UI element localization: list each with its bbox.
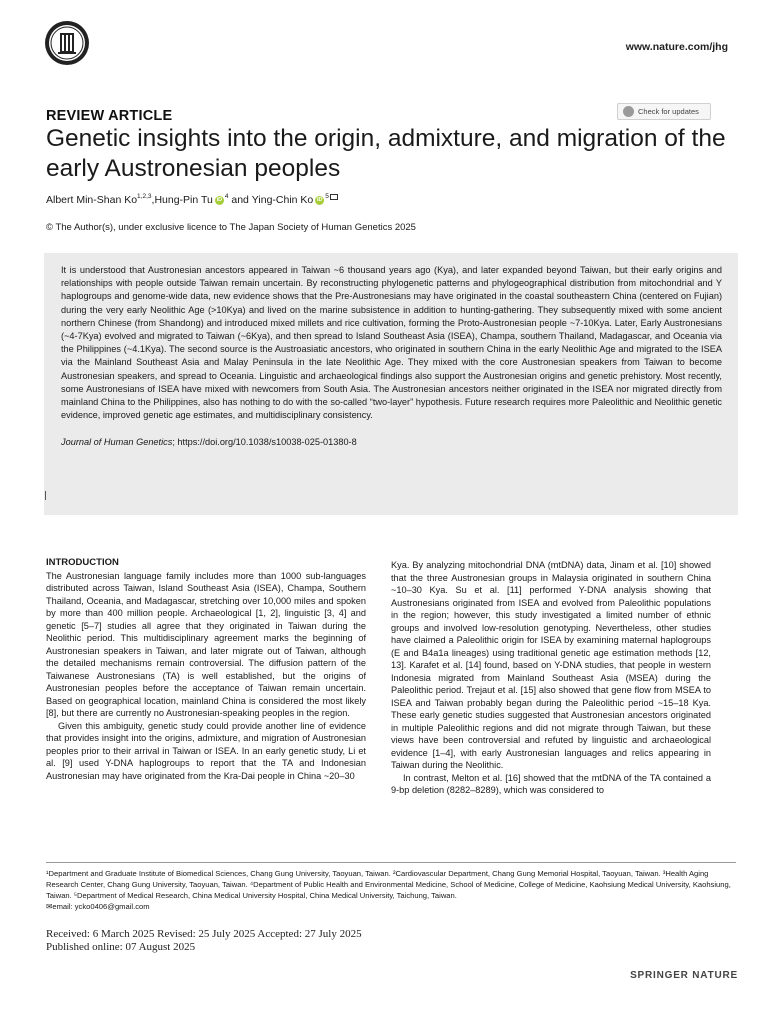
publication-dates: [46, 928, 362, 954]
body-paragraph: In contrast, Melton et al. [16] showed that the mtDNA of the TA contained a 9-bp deletion (8282–8289), which was considered to: [391, 772, 711, 795]
author-list: [46, 194, 338, 206]
author-separator: and: [228, 194, 252, 206]
check-updates-label: Check for updates: [638, 107, 699, 116]
author-name[interactable]: Hung-Pin Tu: [154, 194, 213, 206]
check-for-updates-button[interactable]: [617, 103, 711, 120]
body-paragraph: Given this ambiguity, genetic study could provide another line of evidence that provides insight into the origins, admixture, and migration of Austronesian peoples prior to their arrival in Taiwan or ISEA. In an early genetic study, Li et al. [9] used Y-DNA haplogroups to report that the TA and Indonesian Austronesian may have originated from the Kra-Dai people in China ~20–30: [46, 720, 366, 781]
abstract-box: [44, 253, 738, 515]
author-name[interactable]: Ying-Chin Ko: [251, 194, 314, 206]
body-column-left: [46, 557, 366, 782]
orcid-icon[interactable]: iD: [216, 196, 223, 203]
article-type: REVIEW ARTICLE: [46, 108, 173, 124]
email-icon[interactable]: [330, 194, 338, 200]
article-title: Genetic insights into the origin, admixture, and migration of the early Austronesian peoples: [46, 125, 726, 182]
journal-url-link[interactable]: www.nature.com/jhg: [625, 41, 728, 53]
author-name[interactable]: Albert Min-Shan Ko: [46, 194, 138, 206]
author-affiliation: 5: [325, 192, 329, 200]
journal-name: Journal of Human Genetics: [61, 437, 173, 448]
footnote-divider: [46, 862, 736, 863]
author-affiliation: 4: [224, 192, 229, 200]
body-paragraph: The Austronesian language family includes more than 1000 sub-languages distributed across Taiwan, Island Southeast Asia (ISEA), Champa, Southern Thailand, Oceania, and Madagascar, stretching over 10,000 miles and spoken by more than 400 million people. Archaeological [1, 2], linguistic [3, 4] and genetic [5–7] studies all agree that they originated in Taiwan during the Neolithic period. This multidisciplinary agreement marks the beginning of Austronesian speakers in Taiwan, and later migrate out of Taiwan, although the detailed mechanisms remain controversial. The diffusion pattern of the Taiwanese Austronesians (TA) is well established, but the origins of Austronesian peoples before the acceptance of Taiwan remain uncertain. Based on geographical location, mainland China is considered the most likely [8], but there are currently no Austronesian-speaking peoples in the region.: [46, 570, 366, 718]
publisher-logo: SPRINGER NATURE: [630, 970, 738, 981]
check-updates-icon: [623, 106, 634, 117]
citation-line: [61, 437, 722, 447]
affiliations-text: ¹Department and Graduate Institute of Biomedical Sciences, Chang Gung University, Taoyuan, Taiwan. ²Cardiovascular Department, Chang Gung Memorial Hospital, Taoyuan, Taiwan. ³Health Aging Research Center, Chang Gung University, Taoyuan, Taiwan. ⁴Department of Public Health and Environmental Medicine, School of Medicine, College of Medicine, Kaohsiung Medical University, Kaohsiung, Taiwan. ⁵Department of Medical Research, China Medical University Hospital, China Medical University, Taichung, Taiwan.: [46, 869, 731, 900]
email-link[interactable]: ✉email: ycko0406@gmail.com: [46, 902, 150, 911]
body-column-right: [391, 559, 711, 797]
abstract-text: It is understood that Austronesian ancestors appeared in Taiwan ~6 thousand years ago (Kya), and later expanded beyond Taiwan, but their early origins and relationships with people outside Taiwan remain uncertain. By reconstructing phylogenetic patterns and phylogeographical distribution from mitochondrial and Y haplogroups and genome-wide data, new evidence shows that the Pre-Austronesians may have originated in the coastal southeastern China (centered on Fujian) during the very early Neolithic Age (>10Kya) and lived on the marine subsistence in addition to hunting-gathering. They subsequently mixed with some ancient northern Chinese (from Shandong) and introduced mixed millets and rice cultivation, forming the Proto-Austronesian people ~7-10Kya. Later, Early Austronesians (~4-7Kya) evolved and migrated to Taiwan (~6Kya), and then spread to Island Southeast Asia (ISEA), Champa, southern Thailand, Madagascar, and Oceania via the Philippines (~4.1Kya). The second source is the Austroasiatic ancestors, who originated in southern China in the early Neolithic Age and migrated to the ISEA via the Mainland Southeast Asia and Malay Peninsula in the late Neolithic Age. They mixed with the core Austronesian speakers from Taiwan to become Austronesian speakers, and spread to Oceania. Linguistic and archaeological findings also support the Austronesian origins and genetic prehistory. Most recently, some Austronesians of ISEA have mixed with newcomers from South Asia. The Austronesian ancestors neither originated in the ISEA nor migrated directly from mainland China to the Philippines, also has nothing to do with the so-called “two-layer” hypothesis. Future research requires more Paleolithic and Neolithic genetic evidence, improved genetic age estimates, and multidisciplinary consistency.: [61, 265, 722, 421]
society-seal-icon: [44, 20, 90, 66]
section-heading: INTRODUCTION: [46, 557, 119, 568]
author-separator: ,: [151, 194, 155, 206]
abstract-marker: [45, 491, 46, 500]
copyright-notice: © The Author(s), under exclusive licence to The Japan Society of Human Genetics 2025: [46, 222, 416, 233]
body-paragraph: Kya. By analyzing mitochondrial DNA (mtDNA) data, Jinam et al. [10] showed that the three Austronesian groups in Malaysia originated in southern China ~10–30 Kya. Su et al. [11] performed Y-DNA analysis showing that Austronesians originated from ISEA and evolved from Paleolithic populations in the region; however, this study investigated a limited number of ethnic groups and involved low-resolution genotyping. Nevertheless, other studies have claimed a Paleolithic origin for ISEA by examining maternal haplogroups (E and B4a1a lineages) using traditional genetic age estimation methods [12, 13]. Karafet et al. [14] found, based on Y-DNA studies, that people in western Indonesia migrated from Mainland Southeast Asia (MSEA) during the Paleolithic period. Trejaut et al. [15] also showed that gene flow from MSEA to ISEA and Taiwan probably began during the Paleolithic period ~15–18 Kya. These early genetic studies suggested that Austronesian ancestors originated in multiple Paleolithic regions and did not migrate through Taiwan, but these views have been controversial and refuted by linguistic and archaeological evidence [1–4], with early Austronesian languages and relics appearing in Taiwan during the Neolithic.: [391, 560, 711, 770]
doi-link[interactable]: ; https://doi.org/10.1038/s10038-025-01380-8: [172, 437, 357, 448]
received-dates: Received: 6 March 2025 Revised: 25 July 2025 Accepted: 27 July 2025: [46, 928, 362, 940]
author-affiliation: 1,2,3: [137, 192, 152, 200]
published-date: Published online: 07 August 2025: [46, 941, 196, 953]
orcid-icon[interactable]: iD: [317, 196, 323, 203]
affiliation-footnotes: [46, 868, 738, 912]
